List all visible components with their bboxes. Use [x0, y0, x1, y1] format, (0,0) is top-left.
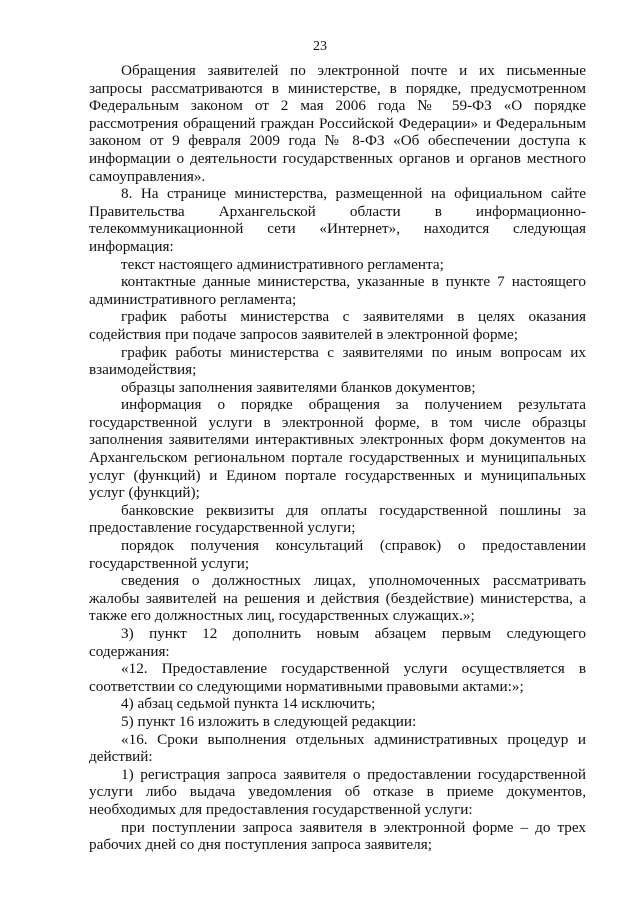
- paragraph-officials: сведения о должностных лицах, уполномоченных рассматривать жалобы заявителей на решения и действия (бездействие) министерства, а также его должностных лиц, государственных служащих.»;: [89, 572, 586, 625]
- paragraph-consultations: порядок получения консультаций (справок) о предоставлении государственной услуги;: [89, 537, 586, 572]
- paragraph-form-samples: образцы заполнения заявителями бланков документов;: [121, 378, 476, 396]
- paragraph-schedule-electronic: график работы министерства с заявителями в целях оказания содействия при подаче запросов заявителей в электронной форме;: [89, 308, 586, 343]
- paragraph-contact-data: контактные данные министерства, указанные в пункте 7 настоящего административного регламента;: [89, 273, 586, 308]
- paragraph-item-3: 3) пункт 12 дополнить новым абзацем первым следующего содержания:: [89, 625, 586, 660]
- paragraph-electronic-result: информация о порядке обращения за получением результата государственной услуги в электронной форме, в том числе образцы заполнения заявителями интерактивных электронных форм документов на Архангельском региональном портале государственных и муниципальных услуг (функций) и Едином портале государственных и муниципальных услуг (функций);: [89, 396, 586, 502]
- paragraph-electronic-deadline: при поступлении запроса заявителя в электронной форме – до трех рабочих дней со дня поступления запроса заявителя;: [89, 818, 586, 854]
- paragraph-subitem-1: 1) регистрация запроса заявителя о предоставлении государственной услуги либо выдача уведомления об отказе в приеме документов, необходимых для предоставления государственной услуги:: [89, 765, 586, 818]
- paragraph-item-5: 5) пункт 16 изложить в следующей редакции:: [121, 712, 417, 730]
- paragraph-item-12-text: «12. Предоставление государственной услуги осуществляется в соответствии со следующими нормативными правовыми актами:»;: [89, 660, 586, 695]
- paragraph-appeals: Обращения заявителей по электронной почте и их письменные запросы рассматриваются в министерстве, в порядке, предусмотренном Федеральным законом от 2 мая 2006 года № 59-ФЗ «О порядке рассмотрения обращений граждан Российской Федерации» и Федеральным законом от 9 февраля 2009 года № 8-ФЗ «Об обеспечении доступа к информации о деятельности государственных органов и органов местного самоуправления».: [89, 62, 586, 185]
- document-body: [89, 62, 586, 854]
- paragraph-item-8: 8. На странице министерства, размещенной на официальном сайте Правительства Архангельской области в информационно-телекоммуникационной сети «Интернет», находится следующая информация:: [89, 185, 586, 255]
- paragraph-bank-details: банковские реквизиты для оплаты государственной пошлины за предоставление государственной услуги;: [89, 501, 586, 537]
- page-number: 23: [313, 39, 327, 54]
- paragraph-item-4: 4) абзац седьмой пункта 14 исключить;: [121, 695, 376, 713]
- paragraph-item-16: «16. Сроки выполнения отдельных административных процедур и действий:: [89, 730, 586, 766]
- paragraph-regulation-text: текст настоящего административного регламента;: [121, 255, 444, 273]
- paragraph-schedule-other: график работы министерства с заявителями по иным вопросам их взаимодействия;: [89, 343, 586, 379]
